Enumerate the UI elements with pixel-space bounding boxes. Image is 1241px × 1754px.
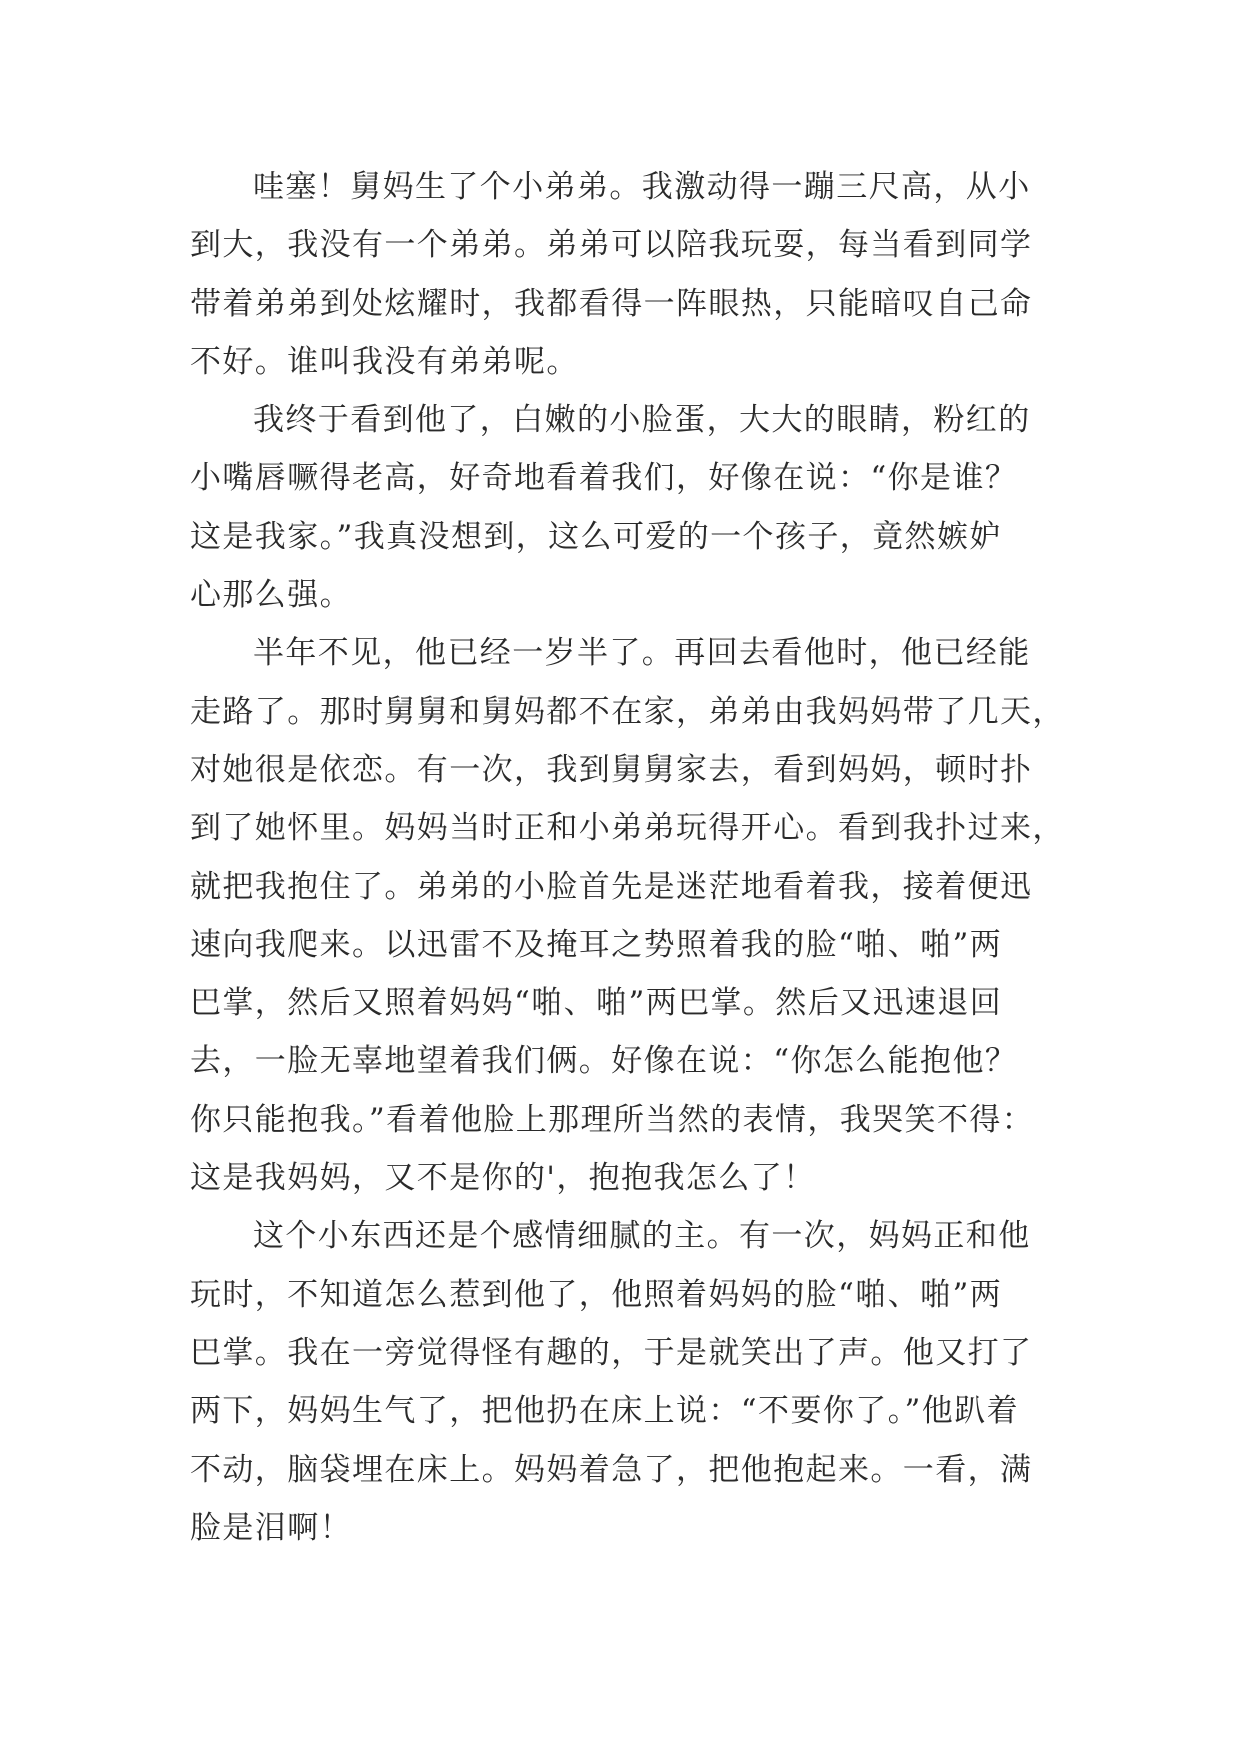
paragraph-2 xyxy=(190,391,1065,624)
text-line: 巴掌。我在一旁觉得怪有趣的，于是就笑出了声。他又打了 xyxy=(190,1334,1033,1371)
text-line: 速向我爬来。以迅雷不及掩耳之势照着我的脸“啪、啪”两 xyxy=(190,926,1003,963)
text-line: 带着弟弟到处炫耀时，我都看得一阵眼热，只能暗叹自己命 xyxy=(190,285,1033,322)
paragraph-1 xyxy=(190,158,1065,391)
text-line: 小嘴唇噘得老高，好奇地看着我们，好像在说：“你是谁？ xyxy=(190,460,1018,497)
text-line: 去，一脸无辜地望着我们俩。好像在说：“你怎么能抱他？ xyxy=(190,1043,1018,1080)
text-line: 哇塞！舅妈生了个小弟弟。我激动得一蹦三尺高，从小 xyxy=(253,169,1031,205)
text-line: 到了她怀里。妈妈当时正和小弟弟玩得开心。看到我扑过来， xyxy=(190,810,1065,847)
document-body xyxy=(190,158,1065,1557)
text-line: 你只能抱我。”看着他脸上那理所当然的表情，我哭笑不得： xyxy=(190,1101,1035,1138)
text-line: 对她很是依恋。有一次，我到舅舅家去，看到妈妈，顿时扑 xyxy=(190,751,1033,788)
text-line: 不动，脑袋埋在床上。妈妈着急了，把他抱起来。一看，满 xyxy=(190,1451,1033,1488)
text-line: 到大，我没有一个弟弟。弟弟可以陪我玩耍，每当看到同学 xyxy=(190,227,1033,264)
paragraph-4 xyxy=(190,1207,1065,1557)
text-line: 脸是泪啊！ xyxy=(190,1509,352,1546)
text-line: 我终于看到他了，白嫩的小脸蛋，大大的眼睛，粉红的 xyxy=(253,402,1031,439)
text-line: 心那么强。 xyxy=(190,577,352,614)
text-line: 这个小东西还是个感情细腻的主。有一次，妈妈正和他 xyxy=(253,1218,1031,1255)
text-line: 半年不见，他已经一岁半了。再回去看他时，他已经能 xyxy=(253,635,1031,672)
text-line: 玩时，不知道怎么惹到他了，他照着妈妈的脸“啪、啪”两 xyxy=(190,1276,1003,1313)
text-line: 这是我妈妈，又不是你的'，抱抱我怎么了！ xyxy=(190,1160,816,1197)
text-line: 两下，妈妈生气了，把他扔在床上说：“不要你了。”他趴着 xyxy=(190,1393,1019,1430)
text-line: 走路了。那时舅舅和舅妈都不在家，弟弟由我妈妈带了几天， xyxy=(190,693,1065,730)
text-line: 就把我抱住了。弟弟的小脸首先是迷茫地看着我，接着便迅 xyxy=(190,868,1033,905)
text-line: 不好。谁叫我没有弟弟呢。 xyxy=(190,343,579,380)
paragraph-3 xyxy=(190,624,1065,1207)
text-line: 这是我家。”我真没想到，这么可爱的一个孩子，竟然嫉妒 xyxy=(190,518,1002,555)
text-line: 巴掌，然后又照着妈妈“啪、啪”两巴掌。然后又迅速退回 xyxy=(190,985,1003,1022)
